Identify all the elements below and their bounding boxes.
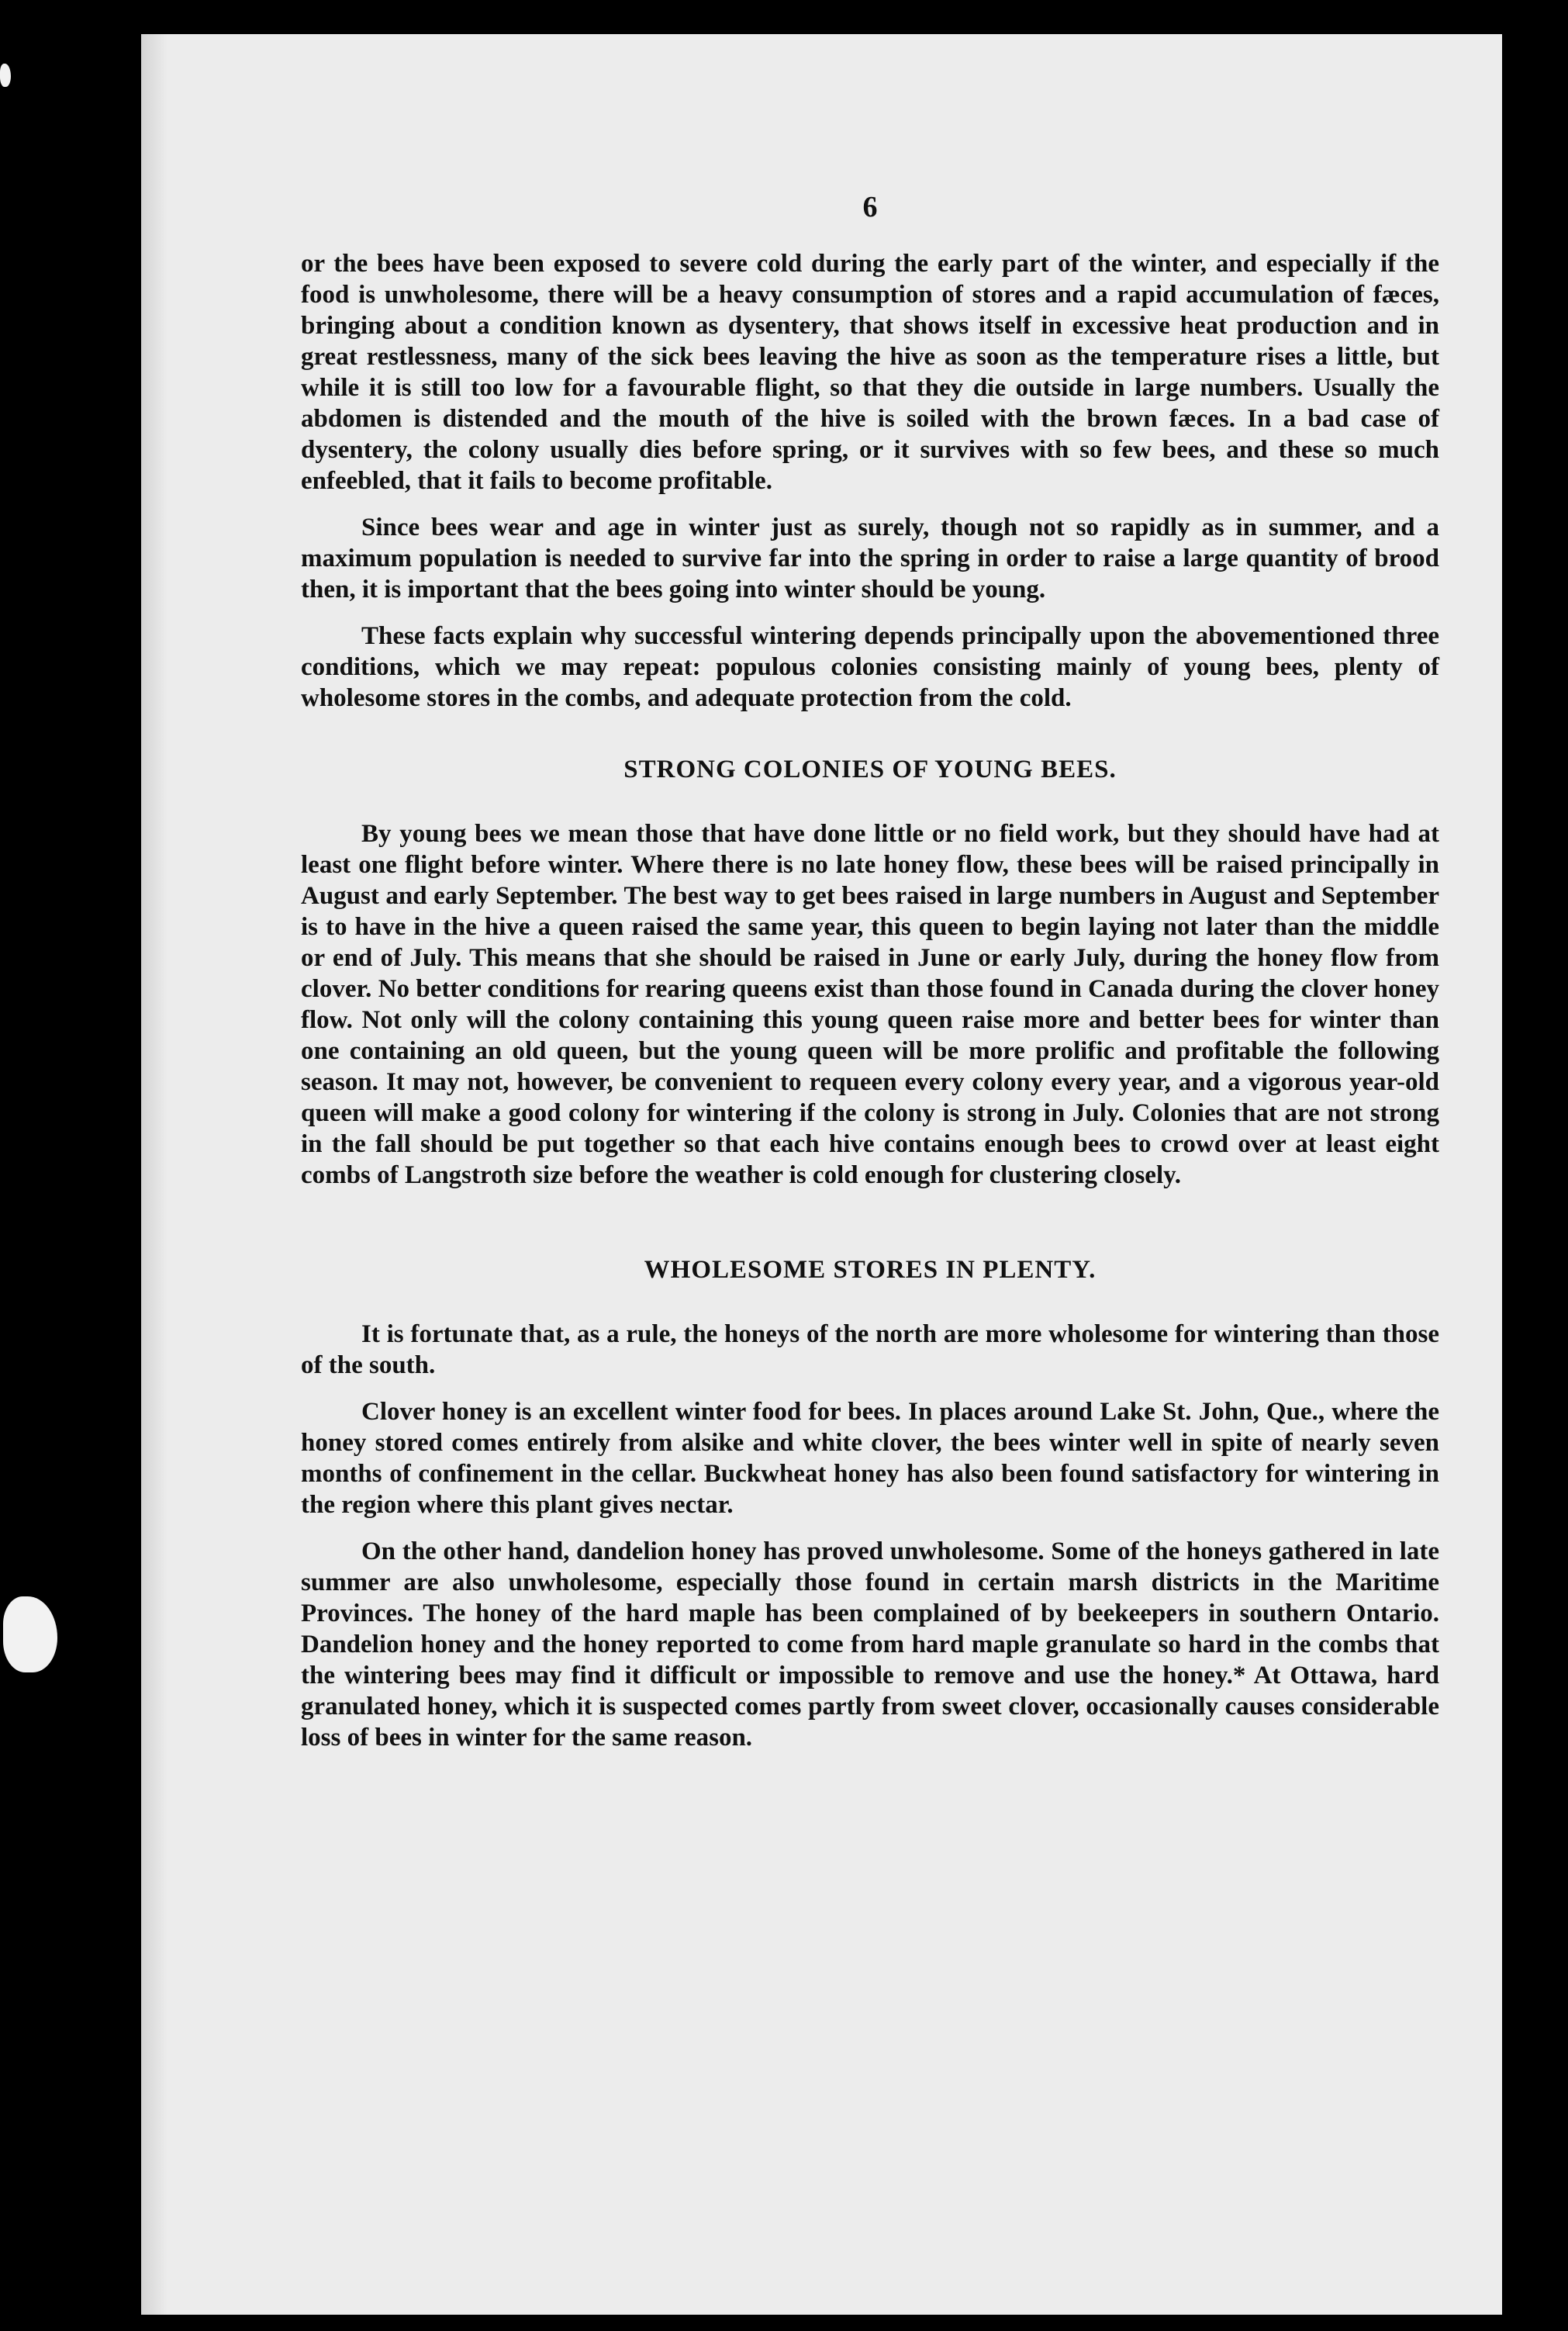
paragraph-clover-honey: Clover honey is an excellent winter food for bees. In places around Lake St. John, Que., where the honey stored comes entirely from alsike and white clover, the bees winter well in spite of nearly seven months of confinement in the cellar. Buckwheat honey has also been found satisfactory for wintering in the region where this plant gives nectar. — [301, 1398, 1439, 1519]
paragraph-northern-honeys: It is fortunate that, as a rule, the honeys of the north are more wholesome for wintering than those of the south. — [301, 1320, 1439, 1379]
paragraph-dysentery: or the bees have been exposed to severe cold during the early part of the winter, and especially if the food is unwholesome, there will be a heavy consumption of stores and a rapid accumulation of fæces, bringing about a condition known as dysentery, that shows itself in excessive heat production and in great restlessness, many of the sick bees leaving the hive as soon as the temperature rises a little, but while it is still too low for a favourable flight, so that they die outside in large numbers. Usually the abdomen is distended and the mouth of the hive is soiled with the brown fæces. In a bad case of dysentery, the colony usually dies before spring, or it survives with so few bees, and these so much enfeebled, that it fails to become profitable. — [301, 250, 1439, 495]
page-content — [301, 192, 1439, 1753]
paragraph-dandelion-honey: On the other hand, dandelion honey has proved unwholesome. Some of the honeys gathered in late summer are also unwholesome, especially those found in certain marsh districts in the Maritime Provinces. The honey of the hard maple has been complained of by beekeepers in southern Ontario. Dandelion honey and the honey reported to come from hard maple granulate so hard in the combs that the wintering bees may find it difficult or impossible to remove and use the honey.* At Ottawa, hard granulated honey, which it is suspected comes partly from sweet clover, occasionally causes considerable loss of bees in winter for the same reason. — [301, 1537, 1439, 1752]
scan-artifact-left — [3, 1596, 57, 1672]
paragraph-three-conditions: These facts explain why successful wintering depends principally upon the abovementioned three conditions, which we may repeat: populous colonies consisting mainly of young bees, plenty of wholesome stores in the combs, and adequate protection from the cold. — [301, 622, 1439, 712]
paragraph-young-bees: Since bees wear and age in winter just as surely, though not so rapidly as in summer, and a maximum population is needed to survive far into the spring in order to raise a large quantity of brood then, it is important that the bees going into winter should be young. — [301, 514, 1439, 604]
section-heading-strong-colonies: STRONG COLONIES OF YOUNG BEES. — [623, 756, 1117, 783]
paragraph-young-bees-definition: By young bees we mean those that have done little or no field work, but they should have had at least one flight before winter. Where there is no late honey flow, these bees will be raised principally in August and early September. The best way to get bees raised in large numbers in August and September is to have in the hive a queen raised the same year, this queen to begin laying not later than the middle or end of July. This means that she should be raised in June or early July, during the honey flow from clover. No better conditions for rearing queens exist than those found in Canada during the clover honey flow. Not only will the colony containing this young queen raise more and better bees for winter than one containing an old queen, but the young queen will be more prolific and profitable the following season. It may not, however, be convenient to requeen every colony every year, and a vigorous year-old queen will make a good colony for wintering if the colony is strong in July. Colonies that are not strong in the fall should be put together so that each hive contains enough bees to crowd over at least eight combs of Langstroth size before the weather is cold enough for clustering closely. — [301, 820, 1439, 1189]
page-number: 6 — [862, 191, 878, 223]
scan-artifact-top-left — [0, 64, 11, 87]
page-gutter-shadow — [141, 34, 168, 2315]
section-heading-wholesome-stores: WHOLESOME STORES IN PLENTY. — [644, 1256, 1097, 1284]
